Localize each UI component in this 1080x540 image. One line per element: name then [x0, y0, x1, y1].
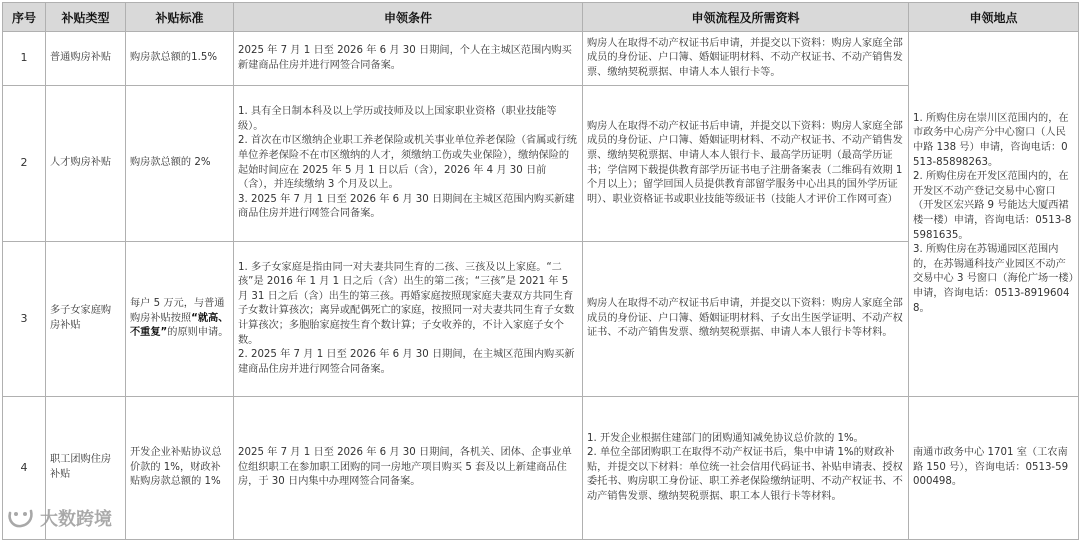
row-number: 4 — [3, 397, 46, 540]
row-number: 2 — [3, 86, 46, 242]
condition-item: 2. 2025 年 7 月 1 日至 2026 年 6 月 30 日期间，在主城区范围内购买新建商品住房并进行网签合同备案。 — [238, 349, 575, 375]
conditions — [234, 242, 583, 397]
conditions: 2025 年 7 月 1 日至 2026 年 6 月 30 日期间，各机关、团体、企事业单位组织职工在参加职工团购的同一房地产项目购买 5 套及以上新建商品住房，于 30 日内集中办理网签合同备案。 — [234, 397, 583, 540]
row-number: 3 — [3, 242, 46, 397]
subsidy-type: 人才购房补贴 — [46, 86, 126, 242]
table-row — [3, 397, 1079, 540]
subsidy-standard: 购房款总额的 2% — [126, 86, 234, 242]
condition-item: 3. 2025 年 7 月 1 日至 2026 年 6 月 30 日期间在主城区范围内购买新建商品住房并进行网签合同备案。 — [238, 193, 575, 220]
header-subsidy-standard: 补贴标准 — [126, 3, 234, 32]
location-shared — [909, 32, 1079, 397]
process — [583, 397, 909, 540]
subsidy-standard: 购房款总额的1.5% — [126, 32, 234, 86]
header-subsidy-type: 补贴类型 — [46, 3, 126, 32]
standard-text: 的原则申请。 — [167, 327, 229, 339]
process: 购房人在取得不动产权证书后申请，并提交以下资料：购房人家庭全部成员的身份证、户口簿、婚姻证明材料、不动产权证书、不动产销售发票、缴纳契税票据、申请人本人银行卡、最高学历证明（最高学历证书；学信网下载提供教育部学历证书电子注册备案表（二维码有效期 1 个月以上）；留学回国人员提供教育部留学服务中心出具的国外学历证明）、职业资格证书或职业技能等级证书（技能人才评价工作网可查） — [583, 86, 909, 242]
subsidy-standard: 开发企业补贴协议总价款的 1%，财政补贴购房款总额的 1% — [126, 397, 234, 540]
subsidy-type: 普通购房补贴 — [46, 32, 126, 86]
condition-item: 2. 首次在市区缴纳企业职工养老保险或机关事业单位养老保险（省属或行统单位养老保险不在市区缴纳的人才，须缴纳工伤或失业保险），缴纳保险的起始时间应在 2025 年 5 月 1 日以后（含），2026 年 4 月 30 日前（含），并连续缴纳 3 个月及以上。 — [238, 135, 577, 191]
subsidy-type: 职工团购住房补贴 — [46, 397, 126, 540]
subsidy-policy-table — [2, 2, 1079, 540]
standard-text: 每户 5 万元，与普通购房补贴按照 — [130, 298, 225, 324]
smile-logo-icon — [6, 507, 36, 529]
header-conditions: 申领条件 — [234, 3, 583, 32]
process: 购房人在取得不动产权证书后申请，并提交以下资料：购房人家庭全部成员的身份证、户口簿、婚姻证明材料、不动产权证书、不动产销售发票、缴纳契税票据、申请人本人银行卡等。 — [583, 32, 909, 86]
table-header-row — [3, 3, 1079, 32]
condition-item: 1. 具有全日制本科及以上学历或技师及以上国家职业资格（职业技能等级）。 — [238, 106, 557, 132]
header-process: 申领流程及所需资料 — [583, 3, 909, 32]
header-location: 申领地点 — [909, 3, 1079, 32]
watermark-text: 大数跨境 — [40, 509, 112, 530]
process: 购房人在取得不动产权证书后申请，并提交以下资料：购房人家庭全部成员的身份证、户口簿、婚姻证明材料、子女出生医学证明、不动产权证书、不动产销售发票、缴纳契税票据、申请人本人银行卡等材料。 — [583, 242, 909, 397]
conditions — [234, 86, 583, 242]
standard-emphasis: “就高、不重复” — [130, 312, 229, 339]
process-item: 2. 单位全部团购职工在取得不动产权证书后，集中申请 1%的财政补贴，并提交以下材料：单位统一社会信用代码证书、补贴申请表、授权委托书、购房职工身份证、职工养老保险缴纳证明、不动产权证书、不动产销售发票、缴纳契税票据、职工本人银行卡等材料。 — [587, 447, 903, 502]
location-item: 3. 所购住房在苏锡通园区范围内的，在苏锡通科技产业园区不动产交易中心 3 号窗口（海伦广场一楼）申请，咨询电话：0513-89196048。 — [913, 244, 1074, 314]
subsidy-type: 多子女家庭购房补贴 — [46, 242, 126, 397]
subsidy-standard — [126, 242, 234, 397]
table-row — [3, 32, 1079, 86]
header-no: 序号 — [3, 3, 46, 32]
location-item: 1. 所购住房在崇川区范围内的，在市政务中心房产分中心窗口（人民中路 138 号）申请，咨询电话：0513-85898263。 — [913, 112, 1069, 168]
location: 南通市政务中心 1701 室（工农南路 150 号），咨询电话：0513-59000498。 — [909, 397, 1079, 540]
location-item: 2. 所购住房在开发区范围内的，在开发区不动产登记交易中心窗口（开发区宏兴路 9 号能达大厦西裙楼一楼）申请，咨询电话：0513-85981635。 — [913, 171, 1072, 241]
condition-item: 1. 多子女家庭是指由同一对夫妻共同生育的二孩、三孩及以上家庭。“二孩”是 2016 年 1 月 1 日之后（含）出生的第二孩；“三孩”是 2021 年 5 月 31 日之后（含）出生的第三孩。再婚家庭按照现家庭夫妻双方共同生育子女数计算孩次；离异或配偶死亡的家庭，按照同一对夫妻共同生育子女数计算孩次；多胞胎家庭按生育个数计算；子女收养的，不计入家庭子女个数。 — [238, 261, 575, 346]
conditions: 2025 年 7 月 1 日至 2026 年 6 月 30 日期间，个人在主城区范围内购买新建商品住房并进行网签合同备案。 — [234, 32, 583, 86]
watermark — [6, 505, 112, 531]
process-item: 1. 开发企业根据住建部门的团购通知减免协议总价款的 1%。 — [587, 432, 864, 444]
row-number: 1 — [3, 32, 46, 86]
